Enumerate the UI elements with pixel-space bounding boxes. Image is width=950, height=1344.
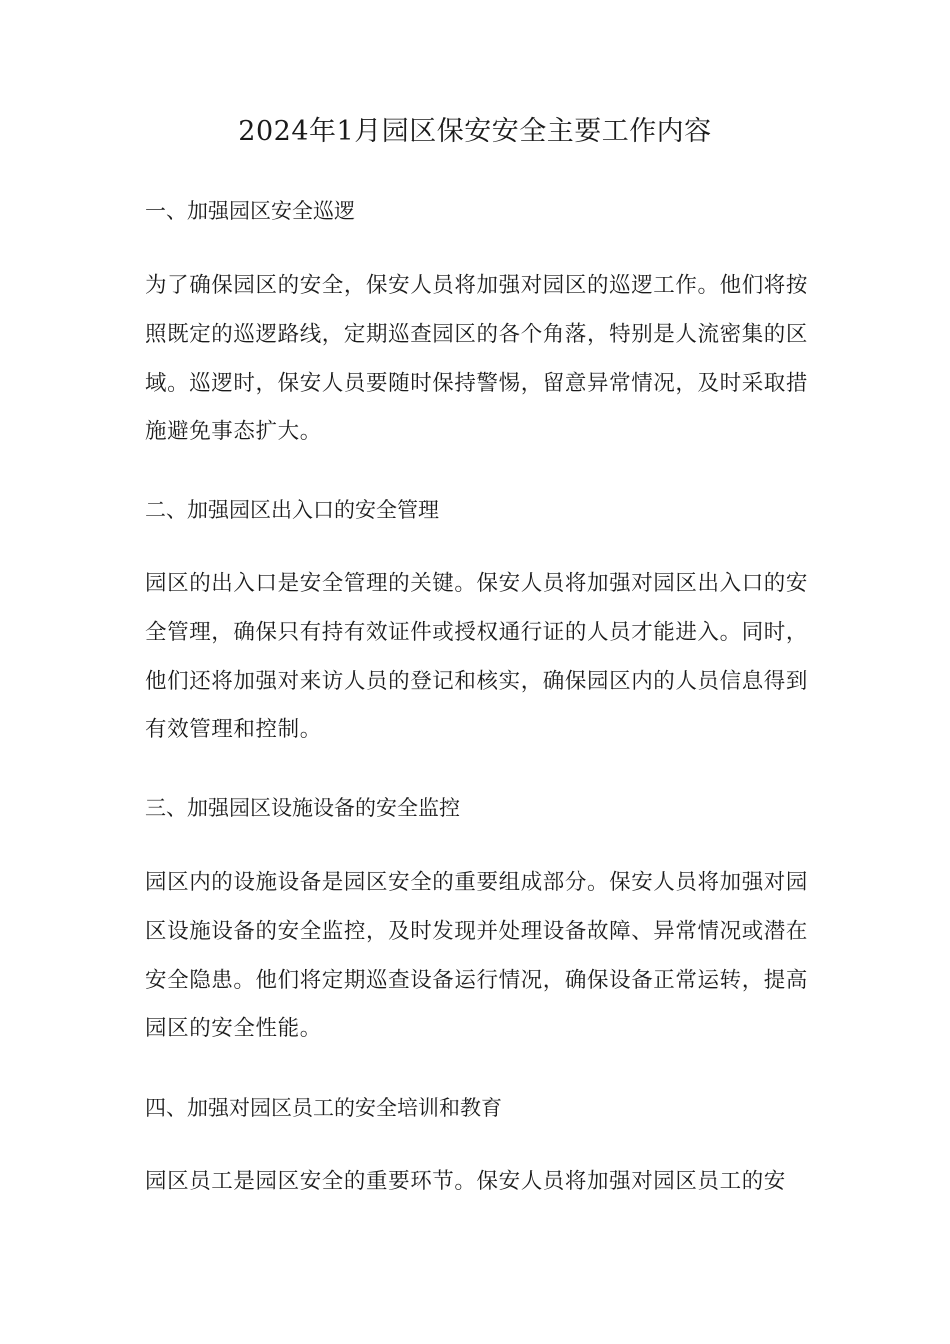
section-paragraph-1: 为了确保园区的安全，保安人员将加强对园区的巡逻工作。他们将按照既定的巡逻路线，定期巡查园区的各个角落，特别是人流密集的区域。巡逻时，保安人员要随时保持警惕，留意异常情况，及时采取措施避免事态扩大。 [145,273,809,445]
section-paragraph-4: 园区员工是园区安全的重要环节。保安人员将加强对园区员工的安 [145,1169,786,1194]
section-heading-4: 四、加强对园区员工的安全培训和教育 [145,1096,502,1120]
section-heading-2: 二、加强园区出入口的安全管理 [145,498,439,522]
section-paragraph-2: 园区的出入口是安全管理的关键。保安人员将加强对园区出入口的安全管理，确保只有持有效证件或授权通行证的人员才能进入。同时，他们还将加强对来访人员的登记和核实，确保园区内的人员信息得到有效管理和控制。 [145,571,809,743]
section-heading-1: 一、加强园区安全巡逻 [145,199,355,223]
section-paragraph-3: 园区内的设施设备是园区安全的重要组成部分。保安人员将加强对园区设施设备的安全监控，及时发现并处理设备故障、异常情况或潜在安全隐患。他们将定期巡查设备运行情况，确保设备正常运转，提高园区的安全性能。 [145,870,809,1042]
section-heading-3: 三、加强园区设施设备的安全监控 [145,796,460,820]
document-title: 2024年1月园区保安安全主要工作内容 [238,116,712,147]
